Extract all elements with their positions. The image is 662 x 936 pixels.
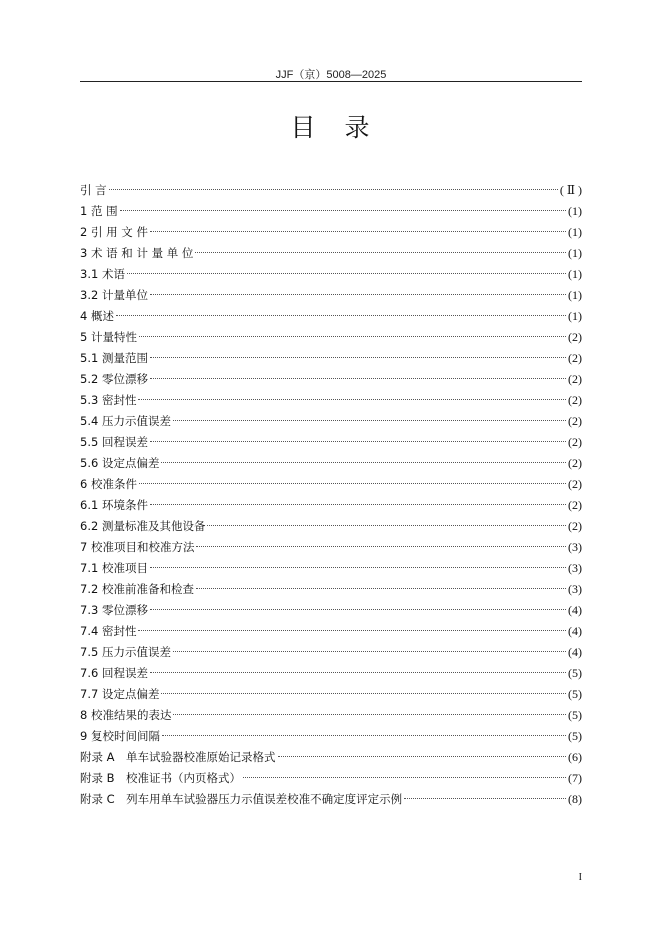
toc-entry-label: 7.1 校准项目 [80,561,148,575]
toc-entry-label: 5.4 压力示值误差 [80,414,171,428]
toc-entry-label: 5 计量特性 [80,330,137,344]
toc-leader-dots [162,735,566,736]
toc-entry-label: 7.3 零位漂移 [80,603,148,617]
toc-entry[interactable] [80,726,582,747]
toc-entry[interactable] [80,516,582,537]
toc-entry-page: (1) [568,267,582,281]
toc-entry[interactable] [80,264,582,285]
toc-entry[interactable] [80,789,582,810]
toc-entry-page: (5) [568,687,582,701]
toc-leader-dots [116,315,566,316]
toc-entry[interactable] [80,222,582,243]
toc-leader-dots [161,462,566,463]
toc-entry[interactable] [80,327,582,348]
toc-leader-dots [150,441,566,442]
toc-entry-page: ( Ⅱ ) [559,183,582,197]
toc-entry[interactable] [80,600,582,621]
toc-entry[interactable] [80,642,582,663]
toc-entry-label: 7.4 密封性 [80,624,137,638]
toc-leader-dots [173,420,566,421]
toc-entry-page: (5) [568,666,582,680]
toc-entry-label: 5.5 回程误差 [80,435,148,449]
toc-entry[interactable] [80,285,582,306]
toc-entry-page: (2) [568,456,582,470]
toc-leader-dots [161,693,566,694]
toc-entry-label: 5.1 测量范围 [80,351,148,365]
toc-entry-label: 7.7 设定点偏差 [80,687,160,701]
toc-entry-label: 3.2 计量单位 [80,288,148,302]
toc-entry-page: (1) [568,225,582,239]
toc-entry[interactable] [80,453,582,474]
toc-entry-label: 7 校准项目和校准方法 [80,540,195,554]
toc-entry-page: (2) [568,435,582,449]
toc-entry-page: (1) [568,288,582,302]
toc-leader-dots [207,525,566,526]
toc-entry[interactable] [80,306,582,327]
toc-entry[interactable] [80,201,582,222]
toc-entry-page: (2) [568,393,582,407]
toc-leader-dots [138,630,566,631]
toc-leader-dots [195,252,566,253]
toc-entry-label: 7.5 压力示值误差 [80,645,171,659]
toc-leader-dots [150,609,566,610]
toc-leader-dots [139,483,566,484]
toc-entry[interactable] [80,348,582,369]
toc-entry-page: (2) [568,498,582,512]
toc-entry-page: (5) [568,729,582,743]
toc-entry-page: (4) [568,624,582,638]
toc-leader-dots [173,651,566,652]
toc-entry-page: (3) [568,540,582,554]
toc-entry-page: (2) [568,519,582,533]
toc-entry-label: 9 复校时间间隔 [80,729,160,743]
toc-entry[interactable] [80,432,582,453]
toc-entry-label: 5.2 零位漂移 [80,372,148,386]
header-rule [80,81,582,82]
toc-entry-page: (2) [568,372,582,386]
toc-entry-page: (5) [568,708,582,722]
toc-entry-page: (3) [568,582,582,596]
toc-entry-page: (3) [568,561,582,575]
toc-leader-dots [173,714,566,715]
toc-entry[interactable] [80,243,582,264]
toc-leader-dots [139,336,566,337]
toc-entry[interactable] [80,684,582,705]
toc-entry-page: (4) [568,645,582,659]
toc-leader-dots [127,273,566,274]
toc-entry-label: 附录 C 列车用单车试验器压力示值误差校准不确定度评定示例 [80,792,403,806]
toc-leader-dots [150,357,566,358]
toc-entry[interactable] [80,411,582,432]
toc-entry-label: 3 术 语 和 计 量 单 位 [80,246,194,260]
toc-leader-dots [150,567,566,568]
toc-entry-label: 附录 A 单车试验器校准原始记录格式 [80,750,276,764]
toc-entry[interactable] [80,768,582,789]
toc-entry[interactable] [80,705,582,726]
toc-entry-label: 7.6 回程误差 [80,666,148,680]
toc-entry-page: (2) [568,351,582,365]
toc-leader-dots [150,294,566,295]
toc-entry[interactable] [80,558,582,579]
toc-entry-page: (1) [568,204,582,218]
toc-leader-dots [196,588,566,589]
toc-entry[interactable] [80,495,582,516]
toc-entry-label: 5.3 密封性 [80,393,137,407]
toc-entry-page: (6) [568,750,582,764]
toc-entry-page: (2) [568,477,582,491]
toc-entry[interactable] [80,663,582,684]
toc-entry-label: 7.2 校准前准备和检查 [80,582,194,596]
toc-entry-label: 5.6 设定点偏差 [80,456,160,470]
toc-entry-label: 4 概述 [80,309,114,323]
toc-entry[interactable] [80,579,582,600]
toc-entry[interactable] [80,747,582,768]
toc-entry[interactable] [80,390,582,411]
toc-entry-label: 6.2 测量标准及其他设备 [80,519,206,533]
toc-leader-dots [243,777,566,778]
toc-entry-label: 引 言 [80,183,107,197]
toc-entry-label: 3.1 术语 [80,267,125,281]
toc-leader-dots [404,798,566,799]
toc-leader-dots [138,399,566,400]
toc-entry-page: (1) [568,246,582,260]
toc-entry-page: (1) [568,309,582,323]
toc-entry-label: 附录 B 校准证书（内页格式） [80,771,242,785]
toc-entry-page: (2) [568,330,582,344]
page-title: 目 录 [290,113,372,142]
toc-entry-label: 6 校准条件 [80,477,137,491]
toc-leader-dots [196,546,566,547]
toc-leader-dots [150,378,566,379]
toc-entry-label: 2 引 用 文 件 [80,225,148,239]
toc-leader-dots [109,189,558,190]
toc-entry-page: (7) [568,771,582,785]
toc-entry[interactable] [80,369,582,390]
table-of-contents [80,180,582,810]
toc-leader-dots [150,231,566,232]
toc-leader-dots [278,756,566,757]
toc-entry-page: (4) [568,603,582,617]
toc-entry-page: (2) [568,414,582,428]
toc-leader-dots [150,504,566,505]
toc-entry-label: 6.1 环境条件 [80,498,148,512]
toc-entry[interactable] [80,474,582,495]
toc-entry-label: 1 范 围 [80,204,118,218]
toc-entry-page: (8) [568,792,582,806]
toc-entry[interactable] [80,537,582,558]
toc-leader-dots [150,672,566,673]
toc-entry[interactable] [80,180,582,201]
toc-entry[interactable] [80,621,582,642]
toc-entry-label: 8 校准结果的表达 [80,708,172,722]
running-header: JJF（京）5008—2025 [275,69,387,81]
page-number: I [578,872,582,883]
toc-leader-dots [120,210,566,211]
